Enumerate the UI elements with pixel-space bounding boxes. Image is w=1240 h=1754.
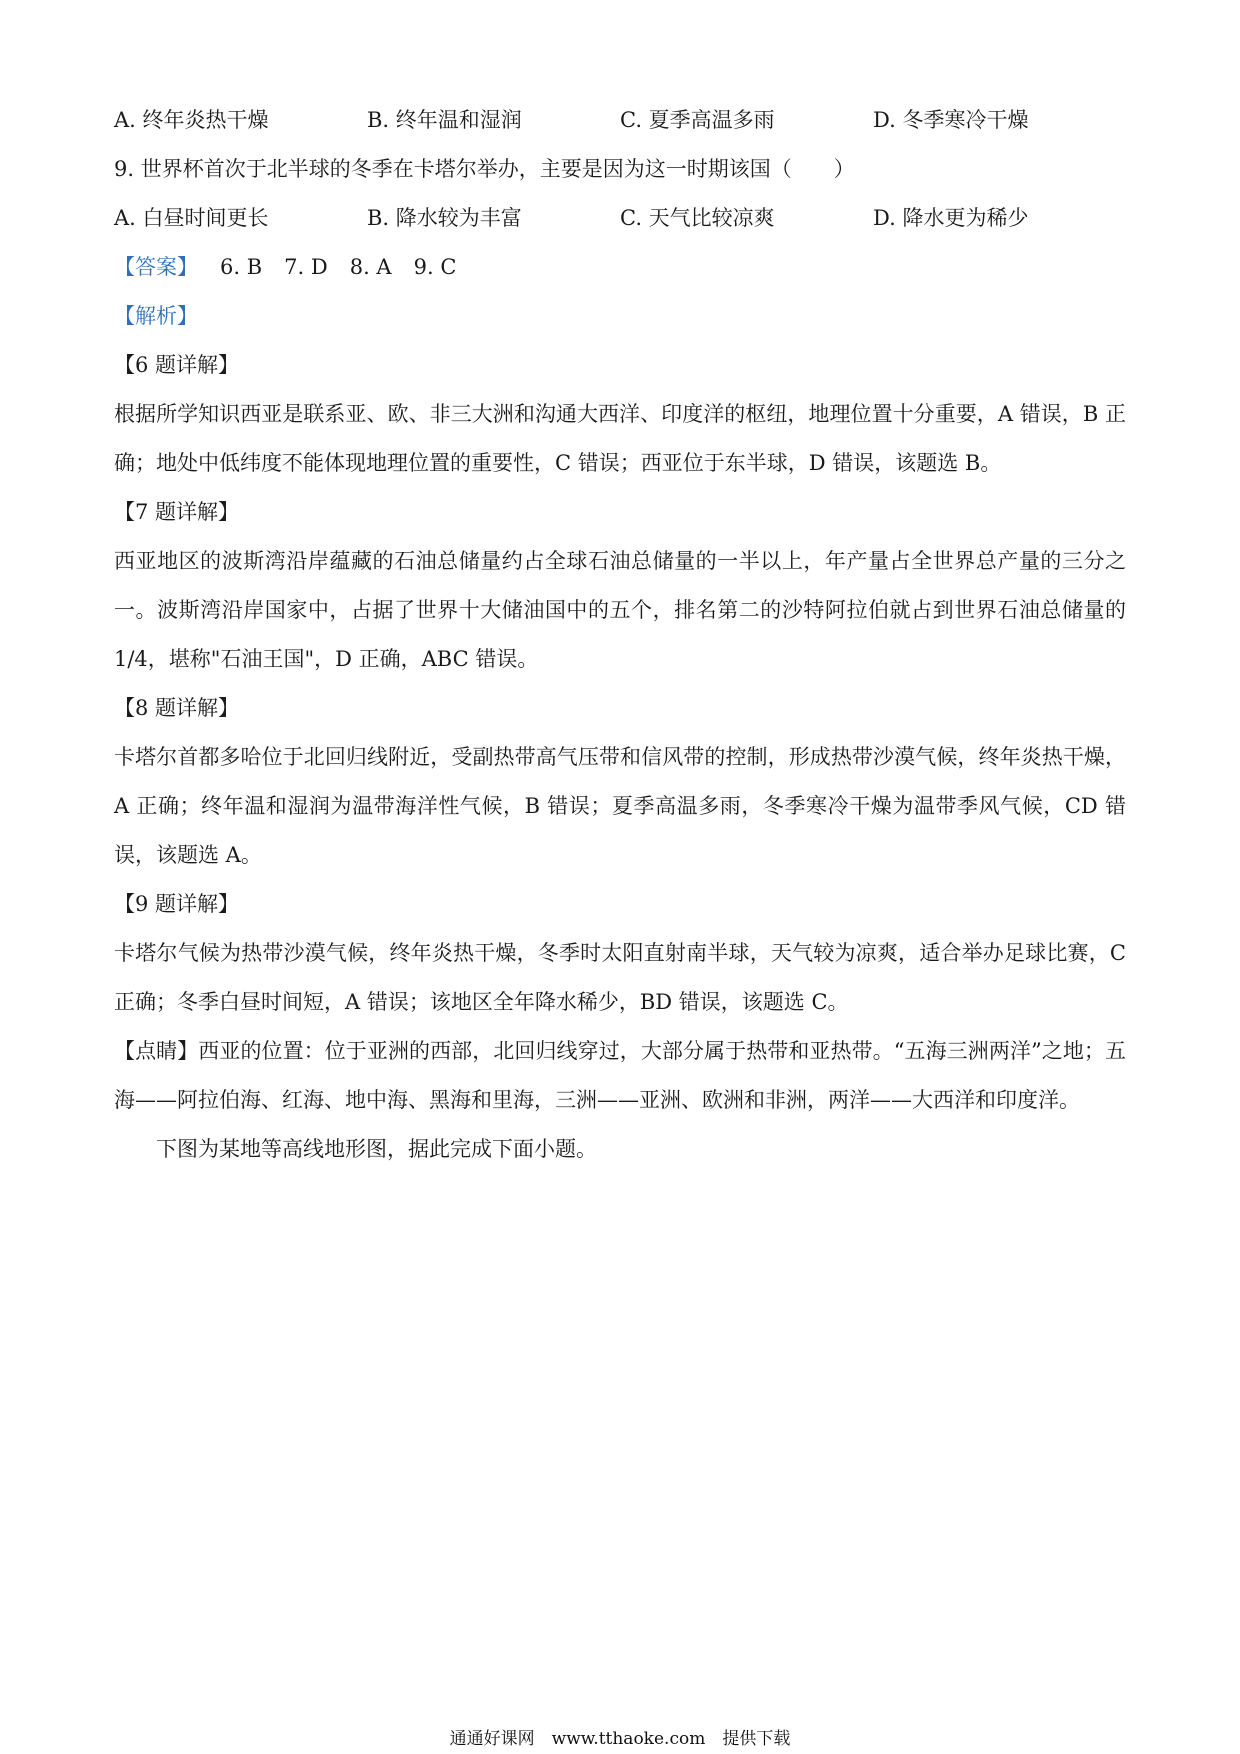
answer-label: 【答案】	[114, 255, 198, 279]
q8-option-b: B. 终年温和湿润	[367, 108, 522, 132]
q8-detail-heading: 【8 题详解】	[114, 696, 240, 720]
answer-item: 7. D	[284, 255, 328, 279]
q9-option-a: A. 白昼时间更长	[114, 206, 269, 230]
answer-item: 8. A	[349, 255, 392, 279]
q8-options	[114, 96, 1126, 145]
q6-detail-heading: 【6 题详解】	[114, 353, 240, 377]
q8-detail-text: 卡塔尔首都多哈位于北回归线附近，受副热带高气压带和信风带的控制，形成热带沙漠气候，终年炎热干燥，A 正确；终年温和湿润为温带海洋性气候，B 错误；夏季高温多雨，冬季寒冷干燥为温带季风气候，CD 错误，该题选 A。	[114, 745, 1126, 867]
key-point-label: 【点睛】	[114, 1039, 199, 1063]
answer-line	[114, 243, 1126, 292]
q6-detail-text: 根据所学知识西亚是联系亚、欧、非三大洲和沟通大西洋、印度洋的枢纽，地理位置十分重要，A 错误，B 正确；地处中低纬度不能体现地理位置的重要性，C 错误；西亚位于东半球，D 错误，该题选 B。	[114, 402, 1126, 475]
q8-option-d: D. 冬季寒冷干燥	[873, 108, 1029, 132]
q9-stem: 9. 世界杯首次于北半球的冬季在卡塔尔举办，主要是因为这一时期该国（ ）	[114, 157, 855, 181]
q9-option-d: D. 降水更为稀少	[873, 206, 1029, 230]
document-page	[114, 96, 1126, 1174]
q9-detail-text: 卡塔尔气候为热带沙漠气候，终年炎热干燥，冬季时太阳直射南半球，天气较为凉爽，适合举办足球比赛，C 正确；冬季白昼时间短，A 错误；该地区全年降水稀少，BD 错误，该题选 C。	[114, 941, 1126, 1014]
q7-detail-heading: 【7 题详解】	[114, 500, 240, 524]
q8-option-a: A. 终年炎热干燥	[114, 108, 269, 132]
answer-item: 9. C	[413, 255, 457, 279]
next-question-intro: 下图为某地等高线地形图，据此完成下面小题。	[156, 1137, 597, 1161]
q9-options	[114, 194, 1126, 243]
page-footer: 通通好课网 www.tthaoke.com 提供下载	[449, 1729, 791, 1749]
answer-item: 6. B	[220, 255, 263, 279]
q9-option-c: C. 天气比较凉爽	[620, 206, 775, 230]
key-point	[114, 1027, 1126, 1125]
q8-option-c: C. 夏季高温多雨	[620, 108, 775, 132]
q9-detail-heading: 【9 题详解】	[114, 892, 240, 916]
q7-detail-text: 西亚地区的波斯湾沿岸蕴藏的石油总储量约占全球石油总储量的一半以上，年产量占全世界总产量的三分之一。波斯湾沿岸国家中，占据了世界十大储油国中的五个，排名第二的沙特阿拉伯就占到世界石油总储量的 1/4，堪称"石油王国"，D 正确，ABC 错误。	[114, 549, 1126, 671]
q9-option-b: B. 降水较为丰富	[367, 206, 522, 230]
key-point-text: 西亚的位置：位于亚洲的西部，北回归线穿过，大部分属于热带和亚热带。“五海三洲两洋”之地；五海——阿拉伯海、红海、地中海、黑海和里海，三洲——亚洲、欧洲和非洲，两洋——大西洋和印度洋。	[114, 1039, 1127, 1112]
analysis-label: 【解析】	[114, 304, 198, 328]
